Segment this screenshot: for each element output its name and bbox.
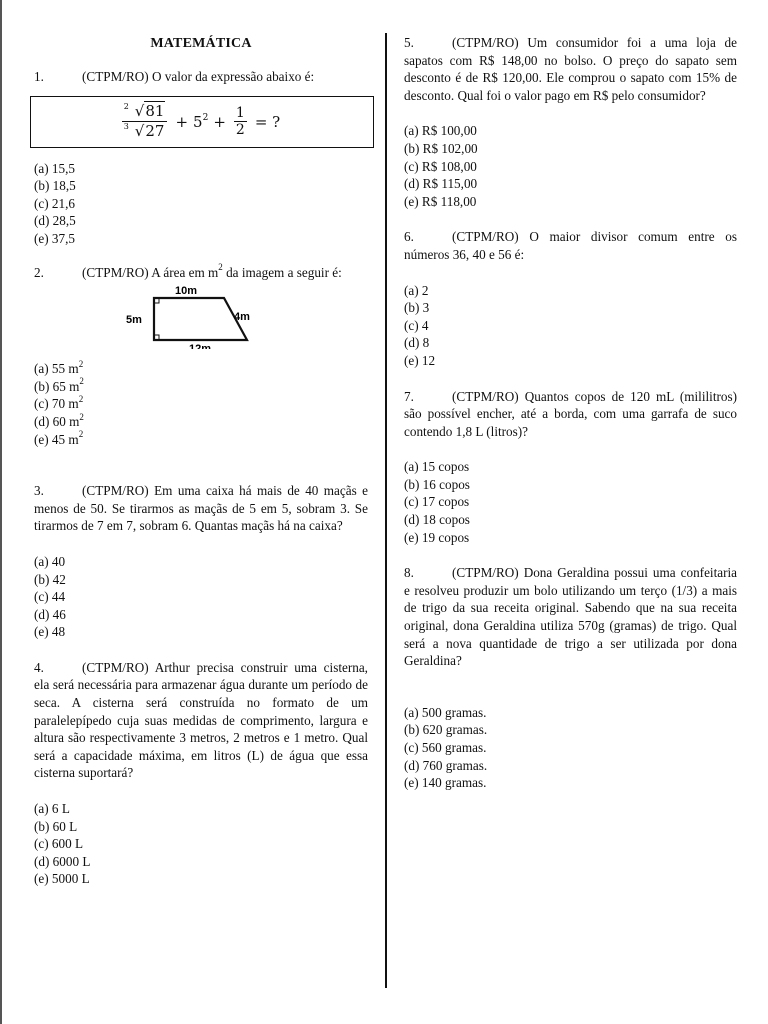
question-1 bbox=[34, 68, 368, 248]
option[interactable]: (a) 40 bbox=[34, 553, 66, 569]
option-text: (e) 45 m bbox=[34, 431, 79, 447]
option[interactable] bbox=[34, 431, 368, 449]
option[interactable]: (d) 46 bbox=[34, 606, 66, 622]
option[interactable]: (a) 15 copos bbox=[404, 459, 470, 475]
equals-question: = ? bbox=[254, 112, 281, 131]
question-4-stem bbox=[34, 659, 368, 782]
question-2-stem bbox=[34, 264, 368, 282]
option-text: (b) 65 m bbox=[34, 378, 80, 394]
question-5-stem bbox=[404, 34, 737, 104]
option[interactable]: (a) 2 bbox=[404, 282, 429, 298]
question-7-stem bbox=[404, 388, 737, 441]
question-number: 6. bbox=[404, 229, 414, 245]
question-number: 4. bbox=[34, 659, 44, 675]
numerator: 1 bbox=[235, 105, 245, 121]
formula-box bbox=[30, 96, 374, 148]
options-list bbox=[404, 122, 737, 210]
option[interactable]: (c) R$ 108,00 bbox=[404, 158, 477, 174]
option[interactable]: (b) 16 copos bbox=[404, 476, 470, 492]
cube-root: 3 √27 bbox=[124, 122, 166, 141]
column-divider bbox=[385, 33, 387, 988]
option[interactable]: (d) 6000 L bbox=[34, 853, 91, 869]
option[interactable]: (c) 600 L bbox=[34, 836, 84, 852]
question-text: A área em m bbox=[151, 264, 219, 280]
option[interactable] bbox=[34, 413, 368, 431]
trapezoid-figure bbox=[114, 285, 284, 349]
question-3 bbox=[34, 482, 368, 641]
option[interactable]: (e) 48 bbox=[34, 624, 66, 640]
options-list bbox=[34, 800, 368, 888]
options-list bbox=[34, 360, 368, 448]
superscript: 2 bbox=[79, 376, 84, 387]
question-number: 8. bbox=[404, 565, 414, 581]
page-edge-line bbox=[0, 0, 2, 1024]
denominator: 2 bbox=[235, 122, 245, 139]
option[interactable]: (d) 28,5 bbox=[34, 213, 76, 229]
question-number: 7. bbox=[404, 388, 414, 404]
option[interactable] bbox=[34, 395, 368, 413]
superscript: 2 bbox=[218, 262, 223, 273]
question-source: (CTPM/RO) bbox=[452, 229, 519, 245]
page-title: MATEMÁTICA bbox=[150, 36, 252, 51]
plus-sign: + bbox=[175, 112, 189, 131]
option[interactable]: (d) R$ 115,00 bbox=[404, 176, 478, 192]
option[interactable]: (b) 42 bbox=[34, 571, 66, 587]
question-text: O maior divisor comum entre os números 36, 40 e 56 é: bbox=[404, 229, 737, 262]
question-text: da imagem a seguir é: bbox=[222, 264, 342, 280]
radicand: 81 bbox=[145, 102, 165, 120]
option[interactable]: (b) 620 gramas. bbox=[404, 722, 488, 738]
option[interactable]: (a) R$ 100,00 bbox=[404, 123, 477, 139]
question-2 bbox=[34, 264, 368, 449]
question-source: (CTPM/RO) bbox=[82, 483, 149, 499]
options-list bbox=[34, 160, 368, 248]
options-list bbox=[34, 553, 368, 641]
top-side-label: 10m bbox=[174, 285, 198, 298]
option[interactable]: (b) 60 L bbox=[34, 818, 78, 834]
option[interactable]: (e) 5000 L bbox=[34, 871, 90, 887]
question-number: 5. bbox=[404, 35, 414, 50]
question-6-stem bbox=[404, 228, 737, 263]
option-text: (a) 55 m bbox=[34, 361, 79, 377]
option[interactable]: (a) 6 L bbox=[34, 801, 70, 817]
option[interactable]: (c) 21,6 bbox=[34, 195, 76, 211]
power-term bbox=[193, 113, 208, 131]
question-source: (CTPM/RO) bbox=[452, 35, 519, 50]
option[interactable]: (e) R$ 118,00 bbox=[404, 193, 477, 209]
option[interactable]: (d) 760 gramas. bbox=[404, 757, 488, 773]
question-4 bbox=[34, 659, 368, 888]
option[interactable]: (a) 15,5 bbox=[34, 160, 76, 176]
question-number: 2. bbox=[34, 264, 44, 280]
power-exponent: 2 bbox=[202, 112, 209, 123]
option[interactable] bbox=[34, 378, 368, 396]
slant-side-label: 4m bbox=[234, 311, 250, 324]
question-source: (CTPM/RO) bbox=[82, 264, 149, 280]
bottom-side-label: 12m bbox=[188, 343, 212, 350]
question-8-stem bbox=[404, 564, 737, 670]
left-column bbox=[34, 34, 368, 888]
superscript: 2 bbox=[78, 429, 84, 440]
options-list bbox=[404, 458, 737, 546]
option[interactable] bbox=[34, 360, 368, 378]
plus-sign: + bbox=[213, 112, 226, 131]
root-index: 2 bbox=[123, 102, 129, 111]
question-5 bbox=[404, 34, 737, 210]
option[interactable]: (b) R$ 102,00 bbox=[404, 140, 478, 156]
question-text: Arthur precisa construir uma cisterna, ela será necessária para armazenar água durante um período de seca. A cisterna será construída no formato de um paralelepípedo cuja suas medidas de comprimento, largura e altura são respectivamente 3 metros, 2 metros e 1 metro. Qual será a capacidade máxima, em litros (L) de água que essa cisterna suportará? bbox=[34, 659, 368, 781]
question-1-stem bbox=[34, 68, 368, 86]
question-text: O valor da expressão abaixo é: bbox=[151, 69, 315, 84]
question-source: (CTPM/RO) bbox=[82, 69, 149, 84]
option[interactable]: (b) 18,5 bbox=[34, 178, 76, 194]
power-base: 5 bbox=[193, 112, 203, 131]
question-text: Quantos copos de 120 mL (mililitros) são possível encher, até a borda, com uma garrafa de suco contendo 1,8 L (litros)? bbox=[404, 388, 738, 439]
option[interactable]: (b) 3 bbox=[404, 300, 430, 316]
question-text: Em uma caixa há mais de 40 maçãs e menos de 50. Se tirarmos as maçãs de 5 em 5, sobram 3. Se tirarmos de 7 em 7, sobram 6. Quantas maçãs há na caixa? bbox=[34, 483, 368, 534]
option[interactable]: (c) 17 copos bbox=[404, 494, 470, 510]
question-3-stem bbox=[34, 482, 368, 535]
left-side-label: 5m bbox=[126, 314, 142, 327]
option[interactable]: (d) 18 copos bbox=[404, 512, 470, 528]
question-source: (CTPM/RO) bbox=[82, 659, 149, 675]
question-8 bbox=[404, 564, 737, 792]
question-number: 3. bbox=[34, 483, 44, 499]
question-6 bbox=[404, 228, 737, 369]
half-fraction bbox=[234, 105, 247, 138]
option[interactable]: (e) 140 gramas. bbox=[404, 775, 487, 791]
option[interactable]: (c) 560 gramas. bbox=[404, 740, 487, 755]
options-list bbox=[404, 704, 737, 792]
question-text: Um consumidor foi a uma loja de sapatos com R$ 148,00 no bolso. O preço do sapato sem desconto é de R$ 120,00. Ele comprou o sapato com 15% de desconto. Qual foi o valor pago em R$ pelo consumidor? bbox=[404, 35, 738, 103]
root-index: 3 bbox=[123, 122, 129, 132]
superscript: 2 bbox=[78, 393, 84, 404]
option-text: (c) 70 m bbox=[34, 396, 79, 412]
radicand: 27 bbox=[145, 122, 165, 141]
superscript: 2 bbox=[79, 411, 84, 422]
superscript: 2 bbox=[78, 358, 84, 369]
option-text: (d) 60 m bbox=[34, 413, 80, 429]
option[interactable]: (d) 8 bbox=[404, 335, 430, 351]
option[interactable]: (e) 19 copos bbox=[404, 529, 470, 545]
square-root: 2 √81 bbox=[124, 102, 166, 121]
right-column bbox=[404, 34, 737, 792]
question-number: 1. bbox=[34, 69, 44, 84]
question-source: (CTPM/RO) bbox=[452, 565, 519, 581]
option[interactable]: (e) 37,5 bbox=[34, 230, 76, 246]
option[interactable]: (c) 4 bbox=[404, 317, 429, 333]
root-fraction bbox=[122, 102, 168, 141]
question-text: Dona Geraldina possui uma confeitaria e resolveu produzir um bolo utilizando um terço (1/3) a mais de trigo da sua receita original. Sabendo que na sua receita original, dona Geraldina utiliza 570g (gramas) de trigo. Qual será a nova quantidade de trigo a ser utilizada por dona Geraldina? bbox=[404, 565, 738, 669]
question-7 bbox=[404, 388, 737, 547]
option[interactable]: (e) 12 bbox=[404, 352, 436, 368]
options-list bbox=[404, 282, 737, 370]
question-source: (CTPM/RO) bbox=[452, 388, 519, 404]
option[interactable]: (a) 500 gramas. bbox=[404, 704, 487, 720]
option[interactable]: (c) 44 bbox=[34, 589, 66, 605]
